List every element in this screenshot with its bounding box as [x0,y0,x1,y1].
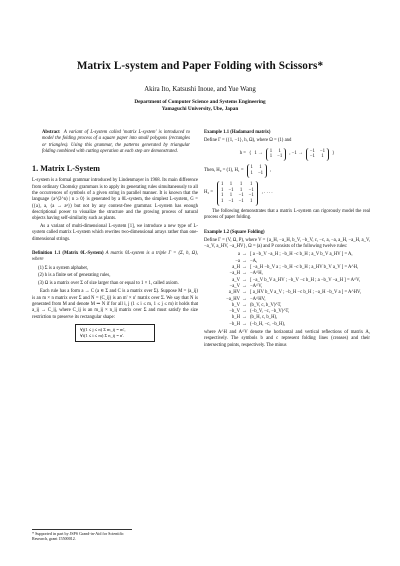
rule-arrow: → [242,321,247,327]
brace-close: } [331,151,335,157]
rule-rhs: [ a −b_V −a_H ; −b_H −c b_H ; a_V b_V a_HV ] = A, [250,252,353,258]
example-label: Example 1.2 (Square Folding) [204,229,265,235]
abstract-label: Abstract [42,130,60,135]
rule-rhs: [ −a_V b_V a_HV ; −b_V −c b_H ; a −b_V −a_H ] = A^V, [250,277,361,283]
abstract-text: A variant of L-system called 'matrix L-system' is introduced to model the folding process of a square paper into small polygons (rectangles or triangles). Using this grammar, the patterns generated by triangular folding combined with cutting operation at each step are demonstrated. [42,130,191,154]
rule-lhs: −b_H [229,321,240,327]
rule-arrow: → [242,283,247,289]
h2-equation: H₂ = 1 1 1 1 1 −1 1 −1 1 1 −1 −1 1 −1 −1 1 , . . . . [204,181,273,205]
matrix-cell: 1 [221,199,224,205]
rule-rhs: (b_H, c, b_H), [250,315,278,321]
rule-lhs: a_V [232,277,240,283]
then-text: Then, H₀ = (1), H₁ = [204,167,244,173]
rule-rhs: −A^H, [250,271,263,277]
affiliation-line: Department of Computer Science and Systems Engineering [134,99,266,105]
matrix-cell: −1 [228,187,234,193]
list-item: (1) Σ is a system alphabet, [38,265,88,271]
matrix-cell: 1 [239,181,243,187]
matrix-cell: −1 [228,199,234,205]
matrix-cell: 1 [221,193,224,199]
rule-arrow: → [242,258,247,264]
rule-lhs: −a_V [229,283,240,289]
abstract [42,130,190,155]
affiliation-line: Yamaguchi University, Ube, Japan [161,106,239,112]
paper-title: Matrix L-system and Paper Folding with Scissors* [76,60,324,72]
rule-rhs: −A^HV, [250,296,266,302]
h2-label: H₂ = [204,190,214,196]
brace-open: { [249,151,252,157]
rule-lhs: −a_H [229,271,240,277]
rule-lhs: −a_HV [226,296,240,302]
rule-lhs: a_HV [228,290,240,296]
rule-lhs: a_H [232,265,240,271]
h1-equation: Then, H₀ = (1), H₁ = 1 1 1 −1 , [204,165,272,176]
rule-lhs: b_H [231,315,240,321]
list-item: (2) h is a finite set of generating rules, [38,273,111,279]
rules-list [212,252,370,328]
matrix-cell: 1 [221,181,224,187]
rule-arrow: → [242,296,247,302]
right-column [204,130,370,350]
rule-rhs: −A^V, [250,283,263,289]
rule-lhs: −b_V [229,309,240,315]
rule-arrow: → [242,302,247,308]
rule-rhs: −A, [250,258,258,264]
rule-equation [204,148,370,162]
matrix: 1 1 1 −1 [247,164,268,178]
paragraph: L-system is a formal grammar introduced by Lindenmayer in 1968. Its main difference from ordinary Chomsky grammars is to apply its generating rules simultaneously to all the occurrences of symbols of a given string in parallel manner. It is known that the language {a^(2^n) | n ≥ 0} is generated by a 0L-system, the simplest L-system, G = ({a}, a, {a → a²}) but not by any context-free grammar. L-system has enough descriptional power to visualize the structure and the growing process of natural objects having self-similarity such as plants. [32,178,198,222]
matrix-cell: 1 [229,181,233,187]
paragraph: The following demonstrates that a matrix L-system can rigorously model the real process of paper folding. [204,208,370,221]
rule-lhs: a [237,252,240,258]
section-heading: 1. Matrix L-System [32,164,100,174]
rule-rhs: [ −a_H −b_V a ; −b_H −c b_H ; a_HV b_V a_V ] = A^H, [250,265,359,271]
rule-arrow: → [242,265,247,271]
rule-arrow: → [242,277,247,283]
paragraph: where A^H and A^V denote the horizontal and vertical reflections of matrix A, respectively. The symbols b and c represent folding lines (creases) and their intersecting points, respectively. The minus [204,330,370,348]
definition-text: A matrix 0L-system is a triple Γ = (Σ, h, Ω), where [32,250,198,263]
matrix-cell: 1 [229,193,233,199]
authors: Akira Ito, Katsushi Inoue, and Yue Wang [144,86,256,93]
affiliation [0,99,400,113]
example-text: Define Γ = ({1, −1}, h, Ω), where Ω = (1) and [204,138,292,144]
rule-lhs: −a [235,258,240,264]
matrix-cell: 1 [221,187,224,193]
rule-lhs: 1 → [254,151,263,157]
definition-label: Definition 1.1 (Matrix 0L-System) [32,250,104,256]
size-restriction-box [75,324,155,342]
matrix-cell: 1 [250,199,253,205]
matrix-cell: −1 [248,187,254,193]
matrix-cell: 1 [250,181,253,187]
matrix-cell: −1 [238,199,244,205]
rule-rhs: [ a_HV b_V a_V ; −b_H −c b_H ; −a_H −b_V a ] = A^HV, [250,290,361,296]
rule-rhs: (b_V, c, b_V)^T, [250,302,282,308]
rule-arrow: → [242,290,247,296]
box-line: ∀j(1 ≤ j ≤ n) Σ m_ij = m', [80,326,126,332]
matrix [217,181,258,206]
left-column [32,130,198,345]
matrix: 1 1 1 −1 [266,148,287,162]
paragraph: Each rule has a form a → C (a ∈ Σ and C is a matrix over Σ). Suppose M = (a_ij) is an m × n matrix over Σ and N = (C_ij) is an m' × n' matrix over Σ. We say that N is generated from M and denote M ⇒ N if for all i, j (1 ≤ i ≤ m, 1 ≤ j ≤ m) it holds that a_ij → C_ij, where C_ij is an m_ij × n_ij matrix over Σ and must satisfy the size restriction to preserve its rectangular shape: [32,289,198,320]
example-text: Define Γ = (V, Ω, P), where V = {a_H, −a_H, b_V, −b_V, c, −c, a, −a, a_H, −a_H, a_V, −a_V, a_HV, −a_HV}, Ω = (a) and P consists of the following twelve rules: [204,237,370,250]
footnote: * Supported in part by JSPS Grand-in-Aid for Scientific Research, grant 15500012. [32,529,132,541]
definition [32,251,198,264]
matrix-cell: −1 [248,193,254,199]
matrix: −1 −1 −1 1 [306,148,329,162]
list-item: (3) Ω is a matrix over Σ of size larger than or equal to 1 × 1, called axiom. [38,281,179,287]
rule-arrow: → [242,315,247,321]
example-label: Example 1.1 (Hadamard matrix) [204,130,271,135]
h-label: h = [239,151,247,157]
rule-arrow: → [242,309,247,315]
rule-arrow: → [242,271,247,277]
paragraph: As a variant of multi-dimensional L-system [1], we introduce a new type of L-system called matrix L-system which rewrites two-dimensional arrays rather than one-dimensional strings. [32,224,198,242]
rule-arrow: → [242,252,247,258]
rule-lhs: , −1 → [289,151,303,157]
matrix-cell: 1 [239,187,243,193]
matrix-cell: −1 [238,193,244,199]
box-line: ∀i(1 ≤ i ≤ m) Σ n_ij = n'. [80,332,125,338]
definition-list [38,266,198,288]
rule-rhs: (−b_H, −c, −b_H), [250,321,286,327]
rule-rhs: (−b_V, −c, −b_V)^T, [250,309,290,315]
rule-lhs: b_V [231,302,240,308]
